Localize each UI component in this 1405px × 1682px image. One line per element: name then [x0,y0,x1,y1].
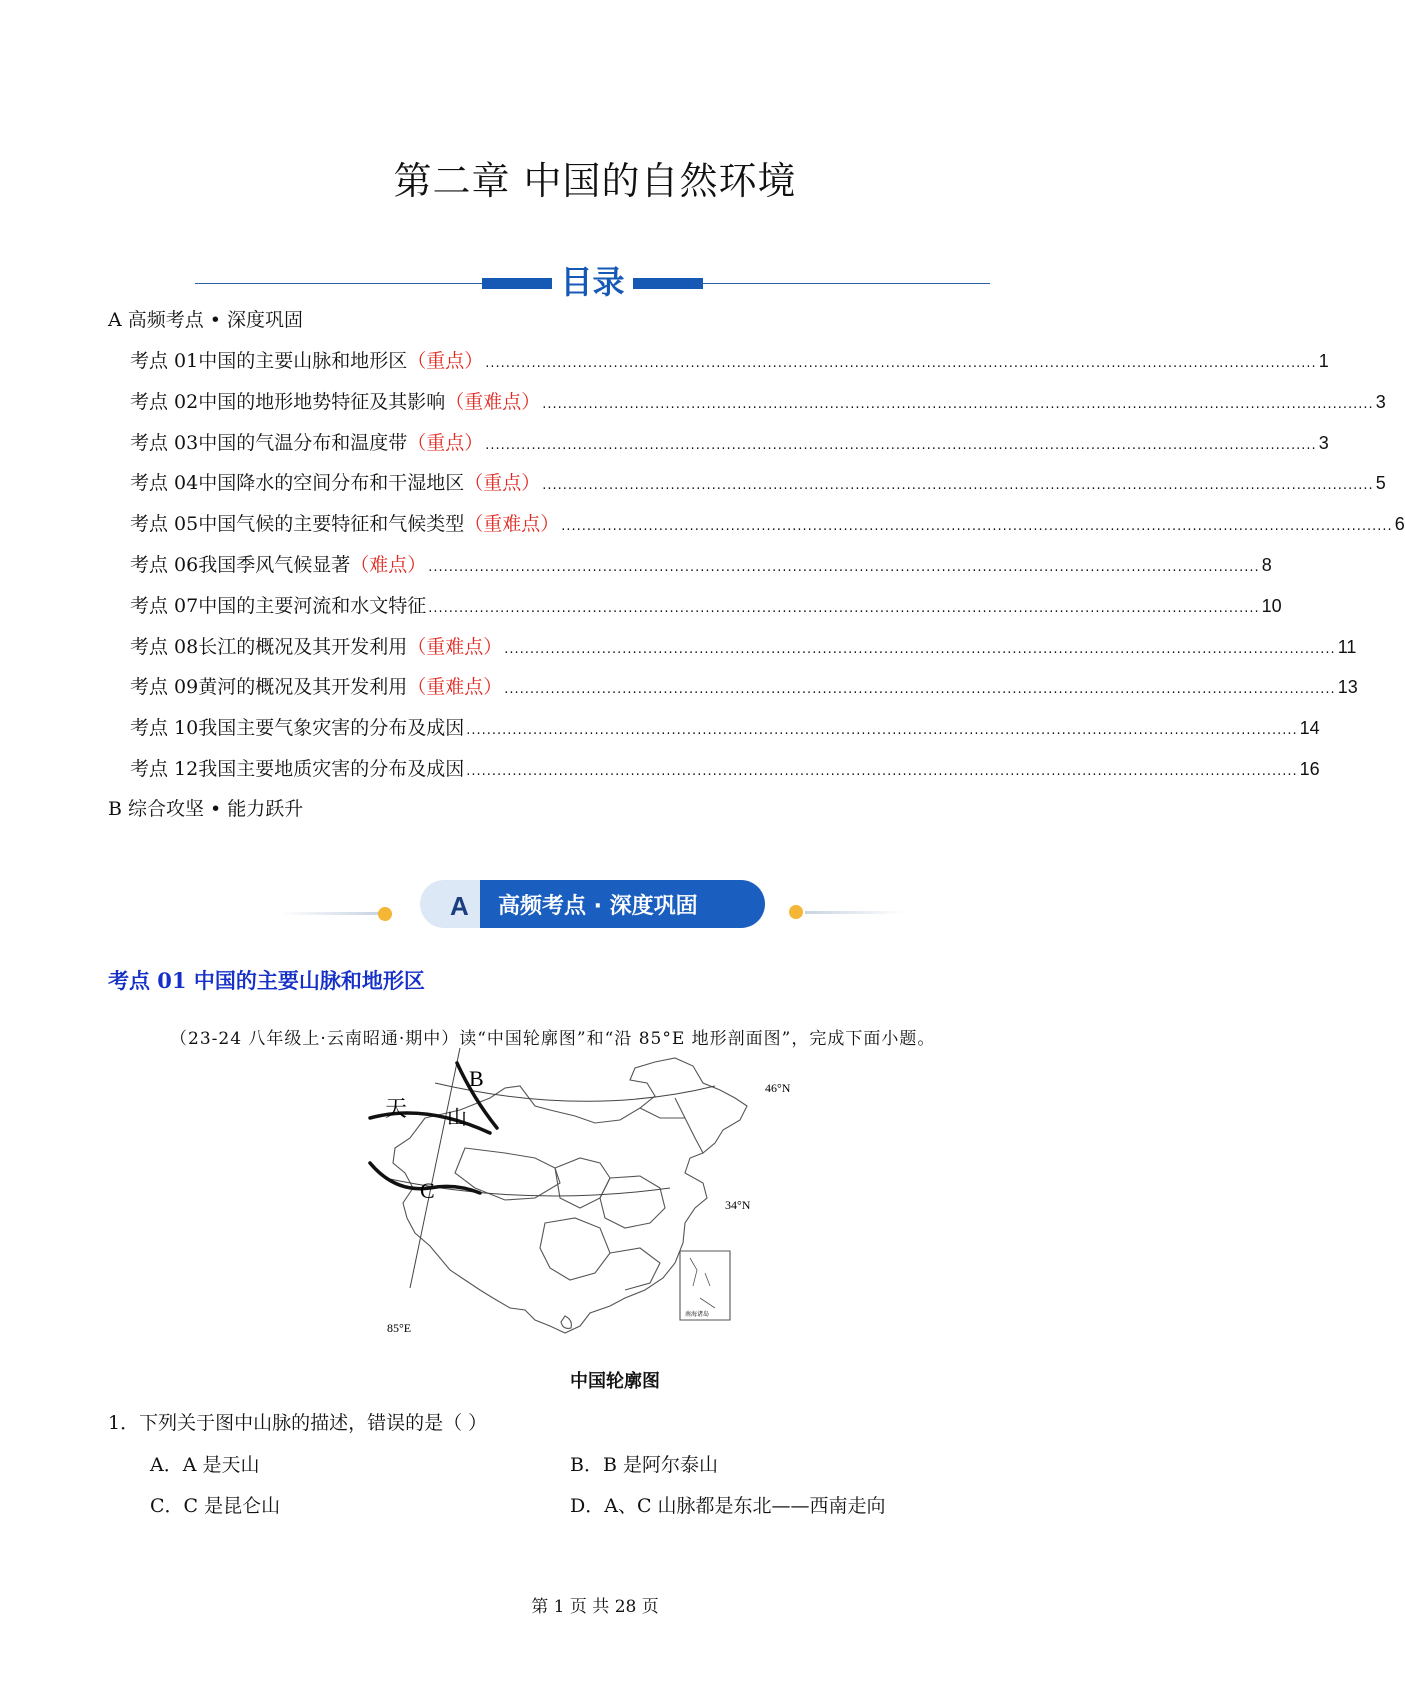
toc-item[interactable] [130,428,1329,458]
toc-item-number: 考点 01 [130,350,199,372]
option-d[interactable]: D．A、C 山脉都是东北——西南走向 [570,1495,886,1517]
toc-item-name: 中国的气温分布和温度带 [198,431,408,454]
toc-item-number: 考点 08 [130,635,199,658]
map-label-tian: 天 [385,1097,408,1122]
toc-item[interactable] [130,632,1357,662]
toc-item-page: 8 [1261,555,1272,575]
toc-item-name: 中国气候的主要特征和气候类型 [198,513,465,536]
toc-item-page: 10 [1261,595,1282,616]
toc-item[interactable] [130,713,1320,743]
toc-item-name: 黄河的概况及其开发利用 [198,676,408,699]
toc-item-number: 考点 10 [130,717,199,740]
toc-item-page: 3 [1375,391,1386,412]
banner-letter: A [450,891,469,921]
map-caption: 中国轮廓图 [570,1371,660,1392]
toc-item-leader: .................................................................................................................................................................. [561,519,1393,535]
toc-item-page: 5 [1375,473,1386,494]
toc-item-tag: （重点） [464,472,541,495]
toc-item-tag: （重难点） [407,676,503,699]
toc-item-name: 中国的主要河流和水文特征 [198,594,427,617]
toc-item-tag: （重难点） [407,635,503,658]
lon-85-label: 85°E [387,1321,412,1335]
toc-item-number: 考点 12 [130,758,199,780]
toc-item-page: 11 [1337,636,1357,657]
toc-item-number: 考点 06 [130,554,199,576]
toc-item-name: 我国主要地质灾害的分布及成因 [198,758,465,780]
toc-item-name: 长江的概况及其开发利用 [198,635,408,658]
toc-item-page: 13 [1337,677,1358,698]
toc-section-b[interactable]: B 综合攻坚 • 能力跃升 [108,798,304,820]
toc-item[interactable] [130,591,1282,621]
toc-item-name: 中国的主要山脉和地形区 [198,350,408,372]
toc-item-name: 中国的地形地势特征及其影响 [198,390,446,413]
option-a[interactable]: A．A 是天山 [150,1454,260,1476]
toc-item-tag: （难点） [350,554,427,576]
toc-item-page: 3 [1318,432,1329,453]
toc-item[interactable] [130,346,1329,376]
toc-item-page: 16 [1299,759,1320,779]
toc-item-name: 我国季风气候显著 [198,554,351,576]
toc-item-tag: （重难点） [464,513,560,536]
toc-item-number: 考点 05 [130,513,199,536]
toc-item-leader: .................................................................................................................................................................. [504,641,1336,657]
question-stem: 1．下列关于图中山脉的描述，错误的是（ ） [108,1412,488,1434]
map-label-c: C [420,1178,435,1203]
toc-item[interactable] [130,672,1358,702]
map-label-b: B [469,1066,484,1091]
toc-heading [195,262,990,302]
toc-section-a[interactable]: A 高频考点 • 深度巩固 [108,309,304,331]
toc-item-number: 考点 09 [130,676,199,699]
toc-item[interactable] [130,509,1405,539]
page-footer: 第 1 页 共 28 页 [531,1597,659,1617]
toc-item-leader: .................................................................................................................................................................. [466,764,1298,779]
toc-item-leader: .................................................................................................................................................................. [485,437,1317,453]
toc-item-leader: .................................................................................................................................................................. [466,723,1298,739]
toc-item-leader: .................................................................................................................................................................. [485,356,1317,371]
toc-item-leader: .................................................................................................................................................................. [542,478,1374,494]
toc-item[interactable] [130,387,1386,417]
toc-item-leader: .................................................................................................................................................................. [428,560,1260,575]
china-outline-map [385,1058,815,1363]
toc-item-number: 考点 03 [130,431,199,454]
toc-item-tag: （重点） [407,431,484,454]
toc-item-name: 我国主要气象灾害的分布及成因 [198,717,465,740]
toc-item-leader: .................................................................................................................................................................. [542,396,1374,412]
toc-item-number: 考点 07 [130,594,199,617]
toc-item-number: 考点 04 [130,472,199,495]
page-title: 第二章 中国的自然环境 [393,159,797,203]
toc-item[interactable] [130,468,1386,498]
toc-item[interactable] [130,754,1320,784]
toc-item-page: 14 [1299,718,1320,739]
toc-item-leader: .................................................................................................................................................................. [504,682,1336,698]
lat-34-label: 34°N [725,1198,751,1212]
option-b[interactable]: B．B 是阿尔泰山 [570,1454,718,1476]
banner-text: 高频考点 · 深度巩固 [498,894,698,919]
lat-46-label: 46°N [765,1081,791,1095]
option-c[interactable]: C．C 是昆仑山 [150,1495,281,1517]
section-banner [280,876,910,936]
toc-item[interactable] [130,550,1272,580]
toc-item-page: 6 [1394,514,1405,535]
toc-item-number: 考点 02 [130,390,199,413]
toc-heading-label: 目录 [560,263,625,301]
question-intro: （23-24 八年级上·云南昭通·期中）读“中国轮廓图”和“沿 85°E 地形剖面图”，完成下面小题。 [170,1029,936,1049]
section-heading: 考点 01 中国的主要山脉和地形区 [108,968,425,993]
toc-item-page: 1 [1318,351,1329,371]
map-label-shan: 山 [447,1105,467,1129]
toc-item-name: 中国降水的空间分布和干湿地区 [198,472,465,495]
toc-item-tag: （重难点） [445,390,541,413]
inset-label: 南海诸岛 [685,1311,710,1318]
toc-item-leader: .................................................................................................................................................................. [428,600,1260,616]
inset-frame [680,1251,730,1320]
toc-item-tag: （重点） [407,350,484,372]
